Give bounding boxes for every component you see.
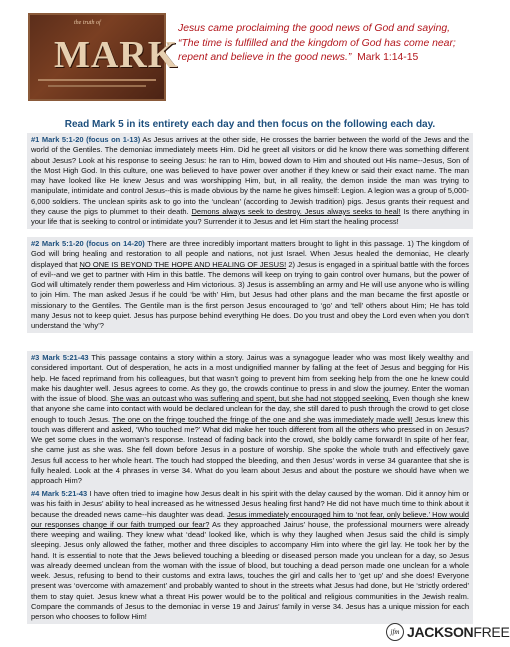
day-emphasis: NO ONE IS BEYOND THE HOPE AND HEALING OF JESUS! bbox=[79, 259, 287, 269]
logo-rule bbox=[48, 85, 146, 87]
day-text: 2) Jesus is engaged in a spiritual battle with the forces of evil--and we get to partner with Him in this battle. The demons will keep on trying to gain control over humans, but the power of God will ultimately render them powerless and Him victorious. 3) Jesus is assembling an army and He will use anyone who is willing to join Him. The man asked Jesus if he could ‘be with’ Him, but Jesus had other plans and the man became the first apostle or missionary to the Gentiles. The Gentile man is the first person Jesus encouraged to ‘go’ and ‘tell’ others about Him; He has told many Jesus not to keep quiet. Jesus has purpose behind everything He does. Do you trust and obey the Lord even when you don’t understand the ‘why’? bbox=[31, 259, 469, 330]
quote-line: “The time is fulfilled and the kingdom of God has come near; bbox=[178, 37, 456, 49]
jfm-monogram: jfm bbox=[386, 623, 404, 641]
day-text: There are three incredibly important matters brought to light in this passage. 1) The kingdom of God will bring healing and restoration to all people and nations, not just Israel. When Jesus healed the demoniac, He clearly displayed that bbox=[31, 239, 469, 269]
quote-line-text: repent and believe in the good news.” bbox=[178, 52, 352, 63]
day-text: As Jesus arrives at the other side, He crosses the barrier between the world of the Jews and the world of the Gentiles. The demoniac immediately meets Him. Did he greet all visitors or did he know there was something different about Jesus? Look at his response to seeing Jesus: he ran to Him, bowed down to Him and shouted out His name--Jesus, Son of the Most High God. In this culture, one was believed to have power over another if they knew or said their exact name. The man may have looked like He knew Jesus and was worshipping Him, but, in all reality, the demon inside the man was trying to manipulate, intimidate and control Jesus--this is made obvious by the name he gives himself: Legion. A legion was a group of 5,000-6,000 soldiers. The unclean spirits ask to go into the ‘unclean’ (according to Jewish tradition) pigs. Jesus grants their request and they cause the pigs to plummet to their death. bbox=[31, 135, 469, 216]
quote-line: Jesus came proclaiming the good news of God and saying, bbox=[178, 23, 451, 34]
brand-word-bold: JACKSON bbox=[407, 624, 474, 640]
day-text: I have often tried to imagine how Jesus dealt in his spirit with the delay caused by the woman. Did it annoy him or was his faith in Jesus’ ability to heal increased as he witnessed Jesus healing first hand? He did not have much time to think about it because the dreaded news came--his daughter was dead. bbox=[31, 489, 469, 519]
logo-small-text: the truth of bbox=[74, 20, 101, 26]
scripture-quote bbox=[178, 22, 478, 66]
brand-wordmark bbox=[407, 624, 510, 640]
reading-instruction-heading: Read Mark 5 in its entirety each day and then focus on the following each day. bbox=[64, 119, 436, 130]
day-emphasis: Demons always seek to destroy. Jesus always seeks to heal! bbox=[191, 206, 401, 216]
logo-rule bbox=[38, 79, 156, 81]
day-label: #2 Mark 5:1-20 (focus on 14-20) bbox=[31, 239, 145, 248]
day-4-box bbox=[27, 487, 473, 624]
day-label: #4 Mark 5:21-43 bbox=[31, 489, 88, 498]
day-label: #3 Mark 5:21-43 bbox=[31, 353, 89, 362]
day-2-box bbox=[27, 237, 473, 333]
quote-reference: Mark 1:14-15 bbox=[357, 52, 419, 63]
day-text: Even though she knew that anyone she came into contact with would be declared unclean for the day, she still dared to push through the crowd to get close enough to touch Jesus. bbox=[31, 394, 469, 424]
day-text: This passage contains a story within a story. Jairus was a synagogue leader who was most likely wealthy and considered important. Out of desperation, he acts in a most undignified manner by falling at the feet of Jesus and begging for His help. He faced reprimand from his colleagues, but that wasn’t going to prevent him from seeking help from the one he knew could make his daughter well. Jesus agrees to come. As they go, the crowds continue to press in and slow the journey. Enter the woman with the issue of blood. bbox=[31, 353, 469, 403]
jackson-free-logo bbox=[386, 623, 510, 641]
day-text: As they approached Jairus’ house, the professional mourners were already there weeping and wailing. They knew what ‘dead’ looked like, which is why they laughed when Jesus said the child is simply sleeping. Jesus only allowed the father, mother and three disciples to accompany Him into where the girl lay. He took her by the hand. It is essential to note that the Jews believed touching a bleeding or diseased person made you unclean for a day, so Jesus was already deemed unclean from the woman with the issue of blood, but touching a dead person made one unclean for a whole week. Jesus, refusing to bend to their customs and extra laws, touches the girl and calls her to ‘get up’ and she does! Everyone present was ‘overcome with amazement’ and probably wanted to shout in the streets what Jesus had done, but He ‘strictly ordered’ them to stay quiet. Jesus knew what a threat His power would be to the political and religious communities in the Jewish realm. Compare the commands of Jesus to the demoniac in verse 19 and Jairus’ family in verse 34. Jesus has a unique mission for each person who chooses to follow Him! bbox=[31, 519, 470, 621]
day-3-box bbox=[27, 351, 473, 488]
day-label: #1 Mark 5:1-20 (focus on 1-13) bbox=[31, 135, 141, 144]
quote-line bbox=[178, 51, 478, 66]
logo-title: MARK bbox=[54, 34, 179, 76]
brand-word-light: FREE bbox=[473, 624, 510, 640]
day-text: Is there anything in your life that is seeking to control or intimidate you? Surrender it to Jesus and let Him start the healing process! bbox=[31, 206, 469, 226]
day-1-box bbox=[27, 133, 473, 229]
day-emphasis: Jesus immediately encouraged him to ‘not fear, only believe.’ How would our responses change if our faith trumped our fear? bbox=[31, 509, 469, 529]
mark-logo bbox=[28, 13, 179, 101]
day-emphasis: She was an outcast who was suffering and spent, but she had not stopped seeking. bbox=[110, 394, 391, 403]
day-emphasis: The one on the fringe touched the fringe of the one and she was immediately made well! bbox=[112, 414, 413, 424]
header bbox=[28, 13, 468, 101]
day-text: Jesus knew this touch was different and asked, ‘Who touched me?’ What did make her touch different from all the others who pressed in on Jesus? We get some clues in the woman’s response. Instead of fading back into the crowd, she boldly came forward! In spite of her fear, she came just as she was. She fell down before Jesus in a posture of worship. She spoke the whole truth and effectively gave Jesus full access to her whole heart. The touch had stopped the bleeding, and then Jesus’ words in verse 34 guarantee that she is fully healed. Look at the 4 phrases in verse 34. What do you learn about Jesus and about the posture we should have when we approach Him? bbox=[31, 414, 469, 485]
